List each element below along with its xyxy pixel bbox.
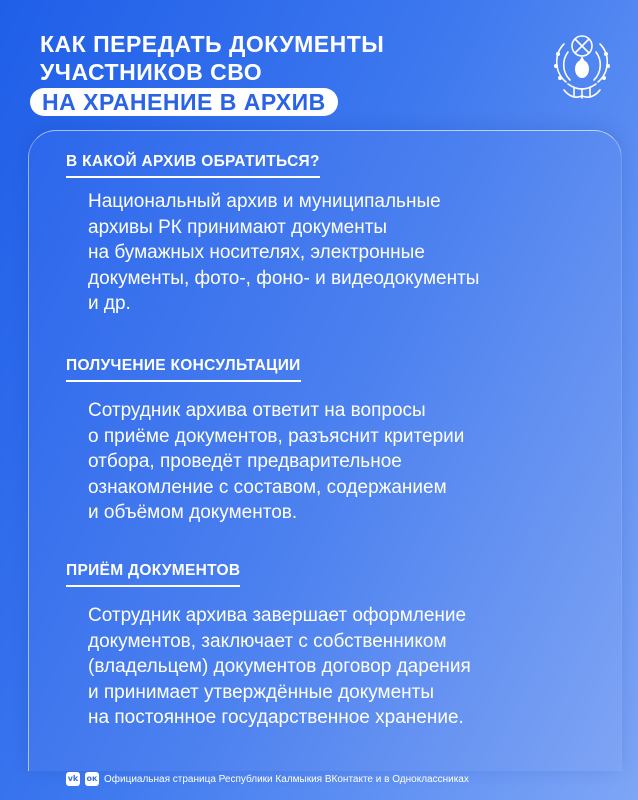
- section-3-line: документов, заключает с собственником: [88, 630, 447, 652]
- section-2-line: о приёме документов, разъяснит критерии: [88, 425, 465, 447]
- odnoklassniki-icon[interactable]: ок: [85, 772, 99, 786]
- section-1-line: Национальный архив и муниципальные: [88, 191, 441, 212]
- section-2-line: отбора, проведёт предварительное: [88, 451, 402, 472]
- kalmykia-emblem-icon: [544, 24, 620, 102]
- section-2-line: Сотрудник архива ответит на вопросы: [88, 400, 426, 421]
- section-3-body: [88, 603, 608, 731]
- section-1-line: и др.: [88, 293, 131, 314]
- title-line-2: УЧАСТНИКОВ СВО: [40, 59, 263, 85]
- footer: [66, 772, 469, 786]
- section-1-title: В КАКОЙ АРХИВ ОБРАТИТЬСЯ?: [66, 153, 320, 178]
- title-highlight-pill: НА ХРАНЕНИЕ В АРХИВ: [30, 88, 338, 116]
- section-3-line: Сотрудник архива завершает оформление: [88, 605, 467, 626]
- section-2-body: [88, 398, 608, 526]
- section-1-line: архивы РК принимают документы: [88, 216, 388, 238]
- footer-text: Официальная страница Республики Калмыкия ВКонтакте и в Одноклассниках: [104, 773, 469, 785]
- section-1-line: документы, фото-, фоно- и видеодокументы: [88, 267, 480, 289]
- title-line-1: КАК ПЕРЕДАТЬ ДОКУМЕНТЫ: [40, 31, 385, 57]
- section-3-line: на постоянное государственное хранение.: [88, 707, 464, 728]
- section-1-line: на бумажных носителях, электронные: [88, 242, 425, 263]
- section-2-title: ПОЛУЧЕНИЕ КОНСУЛЬТАЦИИ: [66, 357, 301, 382]
- section-1-body: [88, 189, 608, 317]
- section-3-line: (владельцем) документов договор дарения: [88, 656, 471, 677]
- section-3-line: и принимает утверждённые документы: [88, 681, 435, 703]
- section-3-title: ПРИЁМ ДОКУМЕНТОВ: [66, 562, 240, 587]
- vk-icon[interactable]: vk: [66, 772, 80, 786]
- section-2-line: и объёмом документов.: [88, 502, 298, 523]
- section-2-line: ознакомление с составом, содержанием: [88, 476, 447, 498]
